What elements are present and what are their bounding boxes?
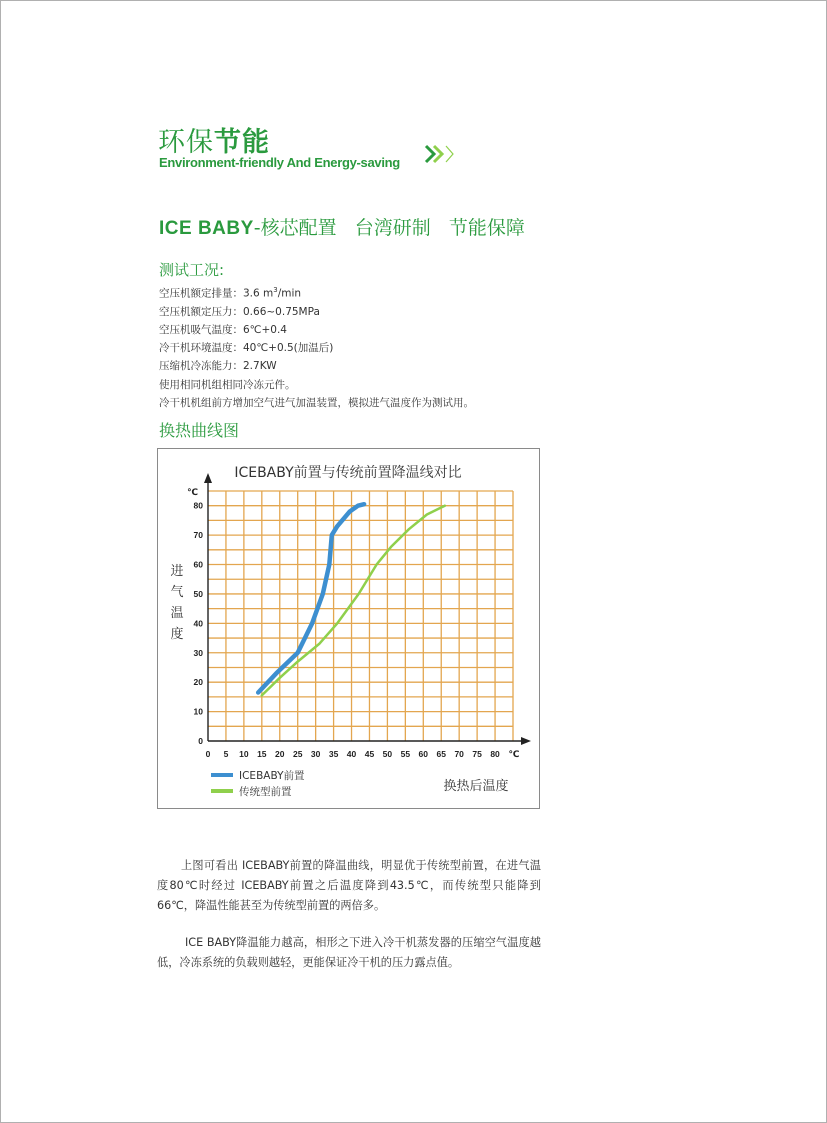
x-tick-label: 15	[257, 749, 267, 759]
spec-superscript: 3	[273, 286, 278, 294]
y-tick-label: 80	[193, 500, 203, 511]
title-normal: 环保	[158, 127, 214, 158]
y-axis-label-char: 气	[170, 585, 184, 600]
heat-exchange-chart	[158, 449, 539, 808]
x-axis-arrow-icon	[521, 737, 531, 745]
y-tick-label: 40	[193, 618, 203, 629]
y-tick-label: 70	[193, 530, 203, 541]
x-tick-label: 60	[418, 749, 429, 759]
y-axis-label-char: 进	[170, 564, 184, 579]
y-axis-label-char: 温	[170, 606, 184, 621]
spec-line	[159, 303, 474, 321]
chart-title: ICEBABY前置与传统前置降温线对比	[234, 465, 462, 481]
y-tick-label: 60	[193, 559, 203, 570]
title-bold: 节能	[214, 127, 270, 158]
paragraph-2: ICE BABY降温能力越高，相形之下进入冷干机蒸发器的压缩空气温度越低，冷冻系统的负载则越轻，更能保证冷干机的压力露点值。	[157, 936, 541, 969]
x-tick-label: 40	[346, 749, 357, 759]
x-tick-label: 65	[436, 749, 446, 759]
y-tick-label: 50	[193, 588, 203, 599]
y-tick-label: 10	[193, 706, 203, 717]
section-subtitle: Environment-friendly And Energy-saving	[159, 155, 400, 170]
y-unit-label: ℃	[187, 488, 198, 498]
spec-text: 冷干机机组前方增加空气进气加温装置，模拟进气温度作为测试用。	[159, 396, 474, 409]
x-tick-label: 55	[400, 749, 411, 759]
x-tick-label: 10	[239, 749, 249, 759]
test-conditions-list	[159, 281, 474, 412]
spec-line	[159, 281, 474, 303]
x-tick-label: 5	[223, 749, 229, 759]
headline-brand: ICE BABY	[159, 218, 254, 239]
double-chevron-icon	[424, 143, 458, 165]
series-line-0	[258, 504, 364, 692]
spec-text: 冷干机环境温度：40℃+0.5(加温后)	[159, 342, 334, 355]
x-tick-label: 50	[382, 749, 393, 759]
section-title	[158, 120, 270, 159]
x-tick-label: 20	[275, 749, 285, 759]
spec-text: 使用相同机组相同冷冻元件。	[159, 378, 296, 391]
y-axis-arrow-icon	[204, 473, 212, 483]
spec-line	[159, 394, 474, 412]
x-tick-label: 70	[454, 749, 464, 759]
headline-rest: -核芯配置 台湾研制 节能保障	[253, 217, 525, 239]
chart-container	[157, 448, 540, 809]
paragraph-1: 上图可看出 ICEBABY前置的降温曲线，明显优于传统型前置，在进气温度80℃时经过 ICEBABY前置之后温度降到43.5℃，而传统型只能降到66℃，降温性能甚至为传统型前置的两倍多。	[157, 859, 541, 912]
y-tick-label: 0	[198, 736, 203, 746]
x-tick-label: 25	[292, 749, 303, 759]
spec-line	[159, 376, 474, 394]
spec-text: 空压机额定压力：0.66~0.75MPa	[159, 305, 320, 318]
chart-section-heading: 换热曲线图	[159, 421, 240, 440]
x-axis-label: 换热后温度	[443, 779, 509, 794]
spec-text: 空压机吸气温度：6℃+0.4	[159, 323, 287, 336]
x-unit-label: ℃	[508, 750, 520, 760]
spec-text-suffix: /min	[277, 287, 302, 300]
y-axis-label-char: 度	[170, 627, 184, 642]
spec-line	[159, 339, 474, 357]
x-tick-label: 45	[364, 749, 375, 759]
y-tick-label: 30	[193, 647, 203, 658]
spec-text: 压缩机冷冻能力：2.7KW	[159, 360, 277, 373]
legend-label: 传统型前置	[239, 786, 292, 798]
x-tick-label: 0	[205, 749, 211, 759]
test-conditions-heading: 测试工况:	[159, 261, 225, 279]
legend-label: ICEBABY前置	[239, 770, 305, 782]
y-tick-label: 20	[193, 677, 203, 688]
spec-line	[159, 357, 474, 375]
x-tick-label: 80	[490, 749, 500, 759]
headline	[159, 213, 525, 240]
spec-line	[159, 321, 474, 339]
x-tick-label: 75	[472, 749, 482, 759]
x-tick-label: 35	[328, 749, 339, 759]
x-tick-label: 30	[310, 749, 321, 759]
spec-text: 空压机额定排量：3.6 m	[159, 287, 274, 300]
